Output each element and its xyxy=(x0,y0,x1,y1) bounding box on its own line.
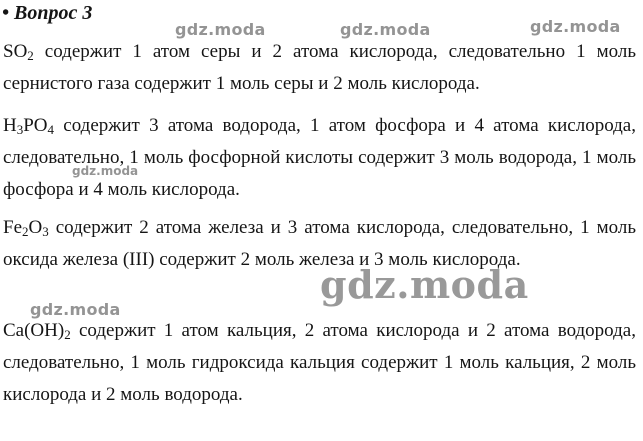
watermark: gdz.moda xyxy=(530,17,621,36)
paragraph-h3po4 xyxy=(3,110,636,206)
paragraph-so2 xyxy=(3,36,636,100)
paragraph-text: содержит 1 атом кальция, 2 атома кислорода и 2 атома водорода, следовательно, 1 моль гидроксида кальция содержит 1 моль кальция, 2 моль кислорода и 2 моль водорода. xyxy=(3,320,636,405)
question-heading: • Вопрос 3 xyxy=(2,2,93,24)
formula-h3po4: $H_3PO_4$ xyxy=(3,115,55,137)
paragraph-text: содержит 3 атома водорода, 1 атом фосфора и 4 атома кислорода, следовательно, 1 моль фосфорной кислоты содержит 3 моль водорода, 1 моль фосфора и 4 моль кислорода. xyxy=(3,115,636,200)
paragraph-text: содержит 1 атом серы и 2 атома кислорода, следовательно 1 моль сернистого газа содержит 1 моль серы и 2 моль кислорода. xyxy=(3,41,636,94)
formula-caoh2: $Ca(OH)_2$ xyxy=(3,320,71,342)
watermark-large: gdz.moda xyxy=(320,262,529,307)
watermark: gdz.moda xyxy=(340,20,431,39)
watermark: gdz.moda xyxy=(175,20,266,39)
paragraph-text: содержит 2 атома железа и 3 атома кислорода, следовательно, 1 моль оксида железа (III) содержит 2 моль железа и 3 моль кислорода. xyxy=(3,217,636,270)
watermark: gdz.moda xyxy=(30,300,121,319)
paragraph-caoh2 xyxy=(3,315,636,411)
formula-so2: $SO_2$ xyxy=(3,41,34,63)
paragraph-fe2o3 xyxy=(3,212,636,276)
watermark: gdz.moda xyxy=(72,164,139,178)
formula-fe2o3: $Fe_2O_3$ xyxy=(3,217,49,239)
